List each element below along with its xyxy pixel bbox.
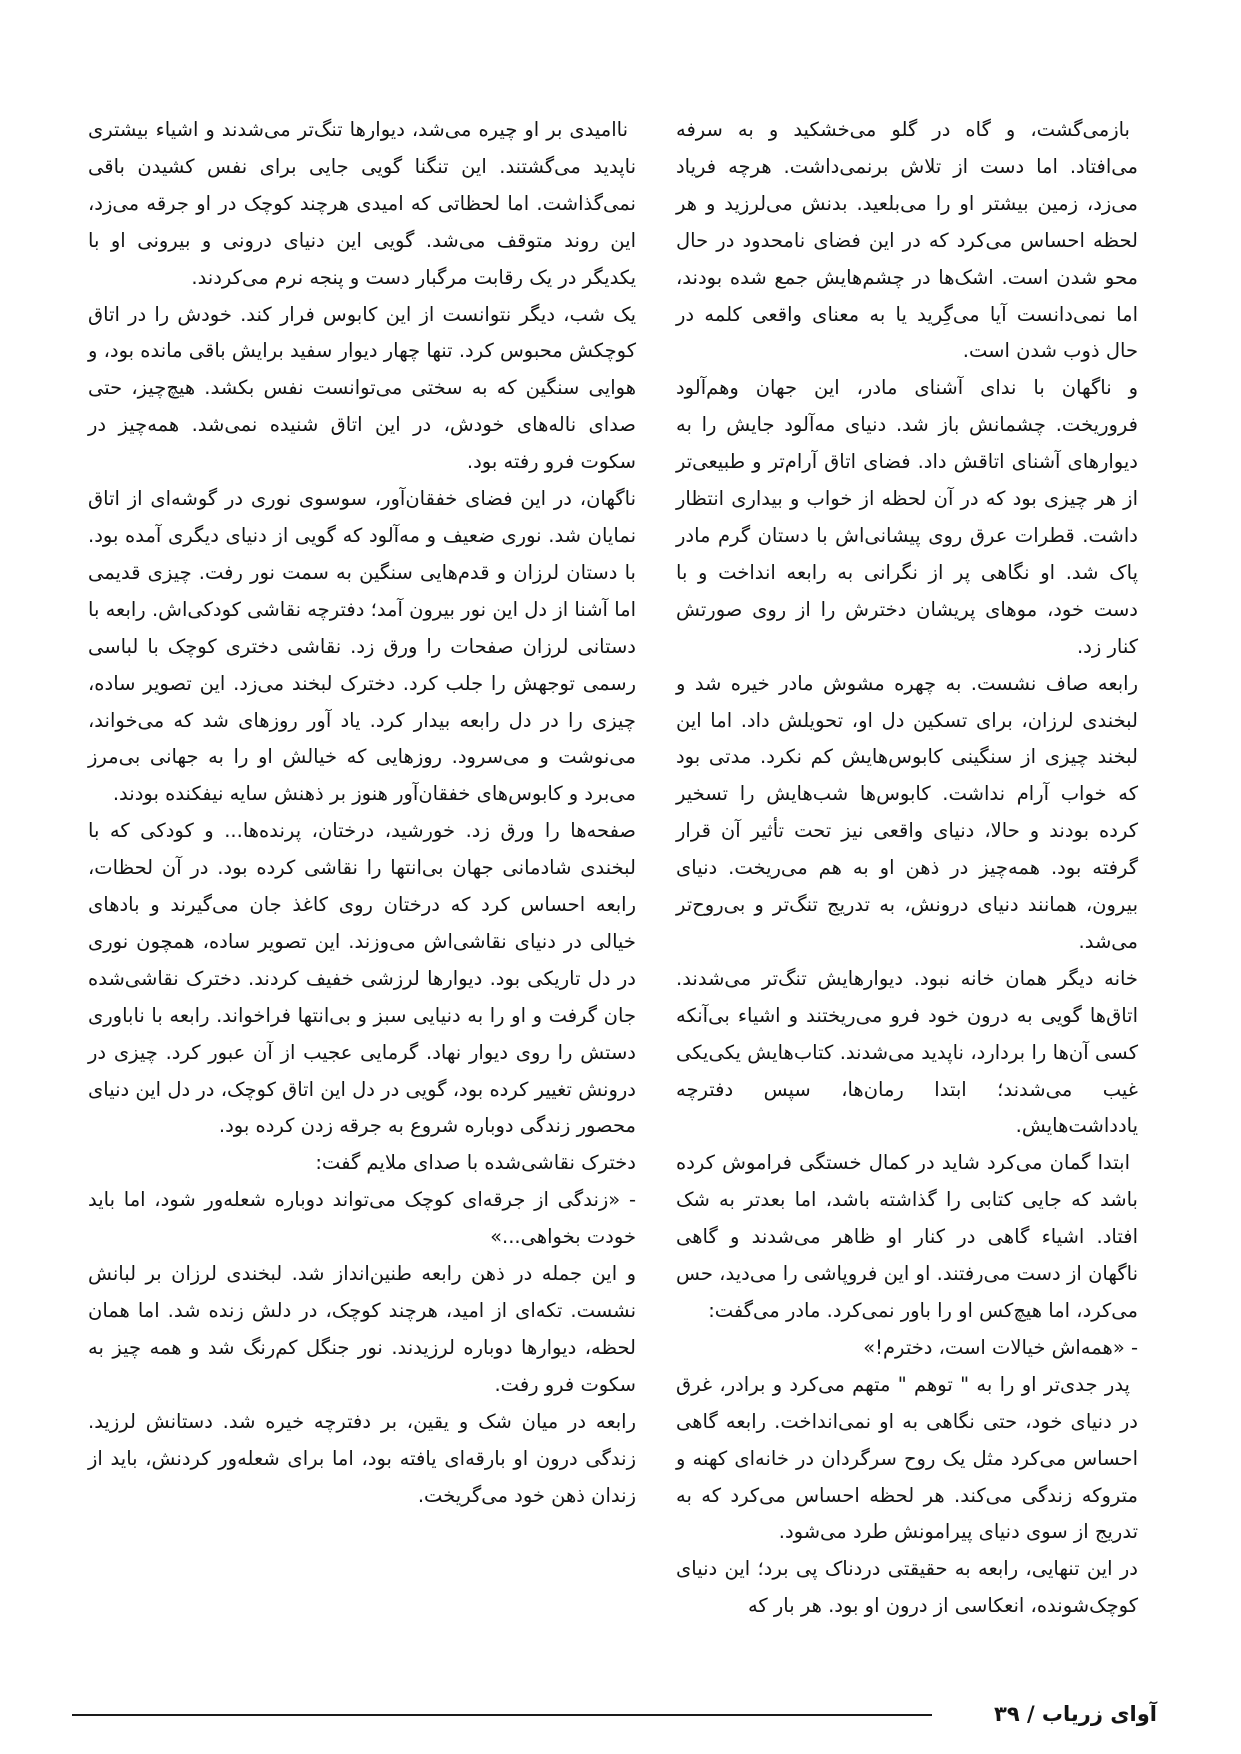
paragraph: ناامیدی بر او چیره می‌شد، دیوارها تنگ‌تر می‌شدند و اشیاء بیشتری ناپدید می‌گشتند. این تنگنا گویی جایی برای نفس کشیدن باقی نمی‌گذاشت. اما لحظاتی که امیدی هرچند کوچک در او جرقه می‌زد، این روند متوقف می‌شد. گویی این دنیای درونی و بیرونی او با یکدیگر در یک رقابت مرگبار دست و پنجه نرم می‌کردند. [88,118,636,289]
paragraph: خانه دیگر همان خانه نبود. دیوارهایش تنگ‌تر می‌شدند. اتاق‌ها گویی به درون خود فرو می‌ریختند و اشیاء بی‌آنکه کسی آن‌ها را بردارد، ناپدید می‌شدند. کتاب‌هایش یکی‌یکی غیب می‌شدند؛ ابتدا رمان‌ها، سپس دفترچه یادداشت‌هایش. [676,966,1138,1138]
footer-label: آوای زریاب / ۳۹ [994,1702,1157,1726]
paragraph: و این جمله در ذهن رابعه طنین‌انداز شد. لبخندی لرزان بر لبانش نشست. تکه‌ای از امید، هرچند کوچک، در دلش زنده شد. اما همان لحظه، دیوارها دوباره لرزیدند. نور جنگل کم‌رنگ شد و همه چیز به سکوت فرو رفت. [88,1262,636,1396]
paragraph: یک شب، دیگر نتوانست از این کابوس فرار کند. خودش را در اتاق کوچکش محبوس کرد. تنها چهار دیوار سفید برایش باقی مانده بود، و هوایی سنگین که به سختی می‌توانست نفس بکشد. هیچ‌چیز، حتی صدای ناله‌های خودش، در این اتاق شنیده نمی‌شد. همه‌چیز در سکوت فرو رفته بود. [88,302,636,474]
right-column [676,112,1138,1625]
page-footer [72,1702,1157,1726]
paragraph: - «زندگی از جرقه‌ای کوچک می‌تواند دوباره شعله‌ور شود، اما باید خودت بخواهی...» [88,1188,636,1249]
paragraph: پدر جدی‌تر او را به " توهم " متهم می‌کرد و برادر، غرق در دنیای خود، حتی نگاهی به او نمی‌انداخت. رابعه گاهی احساس می‌کرد مثل یک روح سرگردان در خانه‌ای کهنه و متروکه زندگی می‌کند. هر لحظه احساس می‌کرد که به تدریج از سوی دنیای پیرامونش طرد می‌شود. [676,1372,1138,1544]
paragraph: دخترک نقاشی‌شده با صدای ملایم گفت: [315,1151,636,1175]
paragraph: ابتدا گمان می‌کرد شاید در کمال خستگی فراموش کرده باشد که جایی کتابی را گذاشته باشد، اما بعدتر به شک افتاد. اشیاء گاهی در کنار او ظاهر می‌شدند و گاهی ناگهان از دست می‌رفتند. او این فروپاشی را می‌دید، حس می‌کرد، اما هیچ‌کس او را باور نمی‌کرد. مادر می‌گفت: [676,1151,1138,1322]
paragraph: رابعه در میان شک و یقین، بر دفترچه خیره شد. دستانش لرزید. زندگی درون او بارقه‌ای یافته بود، اما برای شعله‌ور کردنش، باید از زندان ذهن خود می‌گریخت. [88,1409,636,1507]
paragraph: رابعه صاف نشست. به چهره مشوش مادر خیره شد و لبخندی لرزان، برای تسکین دل او، تحویلش داد. اما این لبخند چیزی از سنگینی کابوس‌هایش کم نکرد. مدتی بود که خواب آرام نداشت. کابوس‌ها شب‌هایش را تسخیر کرده بودند و حالا، دنیای واقعی نیز تحت تأثیر آن قرار گرفته بود. همه‌چیز در ذهن او به هم می‌ریخت. دنیای بیرون، همانند دنیای درونش، به تدریج تنگ‌تر و بی‌روح‌تر می‌شد. [676,671,1138,953]
paragraph: - «همه‌اش خیالات است، دخترم!» [863,1335,1138,1359]
left-column [88,112,636,1514]
paragraph: در این تنهایی، رابعه به حقیقتی دردناک پی برد؛ این دنیای کوچک‌شونده، انعکاسی از درون او بود. هر بار که [676,1557,1138,1618]
footer-rule [72,1714,932,1716]
paragraph: بازمی‌گشت، و گاه در گلو می‌خشکید و به سرفه می‌افتاد. اما دست از تلاش برنمی‌داشت. هرچه فریاد می‌زد، زمین بیشتر او را می‌بلعید. بدنش می‌لرزید و هر لحظه احساس می‌کرد که در این فضای نامحدود در حال محو شدن است. اشک‌ها در چشم‌هایش جمع شده بودند، اما نمی‌دانست آیا می‌گِرید یا به معنای واقعی کلمه در حال ذوب شدن است. [676,118,1138,363]
paragraph: صفحه‌ها را ورق زد. خورشید، درختان، پرنده‌ها... و کودکی که با لبخندی شادمانی جهان بی‌انتها را نقاشی کرده بود. در آن لحظات، رابعه احساس کرد که درختان روی کاغذ جان می‌گیرند و بادهای خیالی در دنیای نقاشی‌اش می‌وزند. این تصویر ساده، همچون نوری در دل تاریکی بود. دیوارها لرزشی خفیف کردند. دخترک نقاشی‌شده جان گرفت و او را به دنیایی سبز و بی‌انتها فراخواند. رابعه با ناباوری دستش را روی دیوار نهاد. گرمایی عجیب از آن عبور کرد. چیزی در درونش تغییر کرده بود، گویی در دل این اتاق کوچک، در دل این دنیای محصور زندگی دوباره شروع به جرقه زدن کرده بود. [88,819,636,1138]
paragraph: و ناگهان با ندای آشنای مادر، این جهان وهم‌آلود فروریخت. چشمانش باز شد. دنیای مه‌آلود جایش را به دیوارهای آشنای اتاقش داد. فضای اتاق آرام‌تر و طبیعی‌تر از هر چیزی بود که در آن لحظه از خواب و بیداری انتظار داشت. قطرات عرق روی پیشانی‌اش با دستان گرم مادر پاک شد. او نگاهی پر از نگرانی به رابعه انداخت و با دست خود، موهای پریشان دخترش را از روی صورتش کنار زد. [676,376,1138,658]
paragraph: ناگهان، در این فضای خفقان‌آور، سوسوی نوری در گوشه‌ای از اتاق نمایان شد. نوری ضعیف و مه‌آلود که گویی از دنیای دیگری آمده بود. با دستان لرزان و قدم‌هایی سنگین به سمت نور رفت. چیزی قدیمی اما آشنا از دل این نور بیرون آمد؛ دفترچه نقاشی کودکی‌اش. رابعه با دستانی لرزان صفحات را ورق زد. نقاشی دختری کوچک با لباسی رسمی توجهش را جلب کرد. دخترک لبخند می‌زد. این تصویر ساده، چیزی را در دل رابعه بیدار کرد. یاد آور روزهای شد که می‌خواند، می‌نوشت و می‌سرود. روزهایی که خیالش او را به جهانی بی‌مرز می‌برد و کابوس‌های خفقان‌آور هنوز بر ذهنش سایه نیفکنده بودند. [88,487,636,806]
